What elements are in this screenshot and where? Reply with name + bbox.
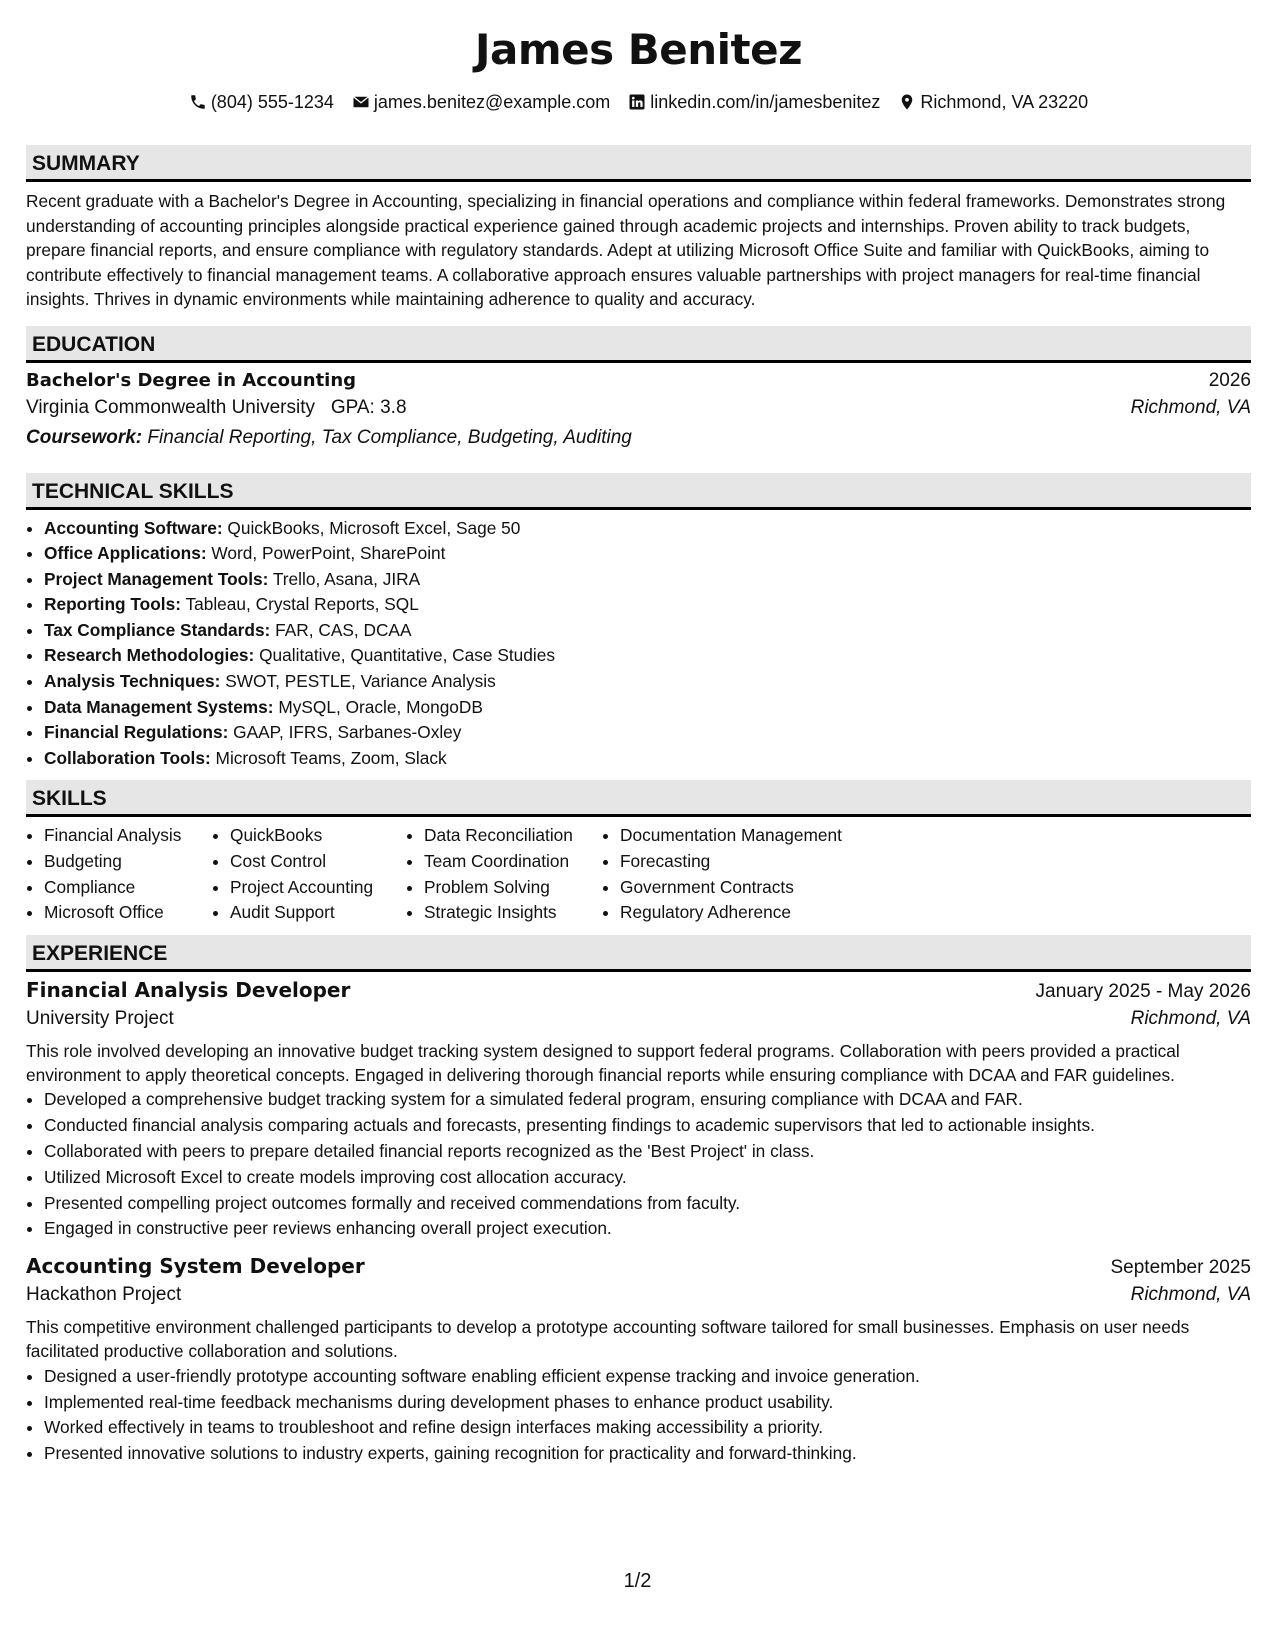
summary-text: Recent graduate with a Bachelor's Degree in Accounting, specializing in financial operations and compliance within federal frameworks. Demonstrates strong understanding of accounting principles alongside practical experience gained through academic projects and internships. Proven ability to track budgets, prepare financial reports, and ensure compliance with regulatory standards. Adept at utilizing Microsoft Office Suite and familiar with QuickBooks, aiming to contribute effectively to financial management teams. A collaborative approach ensures valuable partnerships with project managers for real-time financial insights. Thrives in dynamic environments while maintaining adherence to quality and accuracy. xyxy=(26,191,1226,309)
skill-item: • Regulatory Adherence xyxy=(620,900,902,926)
job-bullets xyxy=(26,1087,1251,1242)
degree-title: Bachelor's Degree in Accounting xyxy=(26,369,357,391)
skill-item: • Team Coordination xyxy=(424,849,602,875)
technical-skill-label: Collaboration Tools: xyxy=(44,747,211,768)
skill-item: • Project Accounting xyxy=(230,875,406,901)
coursework-list: Financial Reporting, Tax Compliance, Budgeting, Auditing xyxy=(147,426,632,448)
skill-item: • Compliance xyxy=(44,875,212,901)
gpa: GPA: 3.8 xyxy=(330,396,407,418)
job-bullet: • Designed a user-friendly prototype accounting software enabling efficient expense tracking and invoice generation. xyxy=(44,1364,1251,1390)
technical-skills-list xyxy=(26,516,1251,772)
skills-column xyxy=(212,823,406,925)
technical-skill-label: Accounting Software: xyxy=(44,517,223,538)
skill-item: • Microsoft Office xyxy=(44,900,212,926)
section-heading-technical-skills: TECHNICAL SKILLS xyxy=(26,473,1251,510)
skill-item: • Data Reconciliation xyxy=(424,823,602,849)
contact-line xyxy=(26,90,1251,114)
skills-column xyxy=(602,823,902,925)
job-bullet: • Utilized Microsoft Excel to create models improving cost allocation accuracy. xyxy=(44,1165,1251,1191)
page-number: 1/2 xyxy=(623,1570,652,1592)
skills-grid xyxy=(26,823,1251,925)
contact-linkedin[interactable] xyxy=(628,92,880,113)
technical-skill-item xyxy=(44,516,1251,542)
job-entry xyxy=(26,978,1251,1242)
job-entry xyxy=(26,1254,1251,1467)
section-heading-summary: SUMMARY xyxy=(26,145,1251,182)
job-organization: Hackathon Project xyxy=(26,1284,182,1306)
technical-skill-item xyxy=(44,720,1251,746)
job-bullet: • Presented innovative solutions to industry experts, gaining recognition for practicality and forward-thinking. xyxy=(44,1441,1251,1467)
technical-skill-value: Tableau, Crystal Reports, SQL xyxy=(185,594,419,615)
technical-skill-value: GAAP, IFRS, Sarbanes-Oxley xyxy=(233,722,462,743)
job-dates: September 2025 xyxy=(1110,1257,1251,1279)
contact-location xyxy=(898,92,1088,113)
coursework-line xyxy=(26,427,1251,457)
skill-item: • Forecasting xyxy=(620,849,902,875)
technical-skill-label: Data Management Systems: xyxy=(44,696,274,717)
contact-phone xyxy=(189,92,334,113)
technical-skill-item xyxy=(44,541,1251,567)
education-entry xyxy=(26,370,1251,457)
job-bullet: • Developed a comprehensive budget tracking system for a simulated federal program, ensuring compliance with DCAA and FAR. xyxy=(44,1087,1251,1113)
job-bullet: • Implemented real-time feedback mechanisms during development phases to enhance product usability. xyxy=(44,1390,1251,1416)
map-pin-icon xyxy=(898,93,916,111)
skill-item: • Problem Solving xyxy=(424,875,602,901)
envelope-icon xyxy=(352,93,370,111)
technical-skill-label: Office Applications: xyxy=(44,543,207,564)
job-description: This competitive environment challenged participants to develop a prototype accounting software tailored for small businesses. Emphasis on user needs facilitated productive collaboration and solutions. xyxy=(26,1317,1190,1361)
coursework-label: Coursework: xyxy=(26,426,143,448)
skill-item: • QuickBooks xyxy=(230,823,406,849)
technical-skill-item xyxy=(44,669,1251,695)
technical-skill-item xyxy=(44,695,1251,721)
technical-skill-label: Research Methodologies: xyxy=(44,645,255,666)
contact-email[interactable] xyxy=(352,92,610,113)
technical-skill-label: Analysis Techniques: xyxy=(44,671,221,692)
technical-skill-label: Reporting Tools: xyxy=(44,594,181,615)
job-bullet: • Conducted financial analysis comparing actuals and forecasts, presenting findings to academic supervisors that led to actionable insights. xyxy=(44,1113,1251,1139)
section-heading-education: EDUCATION xyxy=(26,326,1251,363)
technical-skill-item xyxy=(44,618,1251,644)
technical-skill-value: Trello, Asana, JIRA xyxy=(272,568,421,589)
section-heading-skills: SKILLS xyxy=(26,780,1251,817)
technical-skill-value: FAR, CAS, DCAA xyxy=(275,619,412,640)
linkedin-text[interactable]: linkedin.com/in/jamesbenitez xyxy=(650,91,881,112)
job-location: Richmond, VA xyxy=(1130,1007,1251,1029)
technical-skill-item xyxy=(44,643,1251,669)
job-organization: University Project xyxy=(26,1007,174,1029)
technical-skill-item xyxy=(44,746,1251,772)
skill-item: • Audit Support xyxy=(230,900,406,926)
skill-item: • Financial Analysis xyxy=(44,823,212,849)
technical-skill-value: QuickBooks, Microsoft Excel, Sage 50 xyxy=(227,517,521,538)
technical-skill-label: Tax Compliance Standards: xyxy=(44,619,271,640)
location-text: Richmond, VA 23220 xyxy=(920,91,1089,112)
job-bullet: • Presented compelling project outcomes formally and received commendations from faculty. xyxy=(44,1191,1251,1217)
technical-skill-value: MySQL, Oracle, MongoDB xyxy=(278,696,483,717)
skill-item: • Strategic Insights xyxy=(424,900,602,926)
job-title: Accounting System Developer xyxy=(26,1254,365,1279)
job-title: Financial Analysis Developer xyxy=(26,977,351,1002)
job-bullet: • Worked effectively in teams to troubleshoot and refine design interfaces making accessibility a priority. xyxy=(44,1415,1251,1441)
phone-icon xyxy=(189,93,207,111)
technical-skill-label: Project Management Tools: xyxy=(44,568,269,589)
skill-item: • Budgeting xyxy=(44,849,212,875)
school-name: Virginia Commonwealth University xyxy=(26,396,315,418)
job-location: Richmond, VA xyxy=(1130,1284,1251,1306)
technical-skill-value: Qualitative, Quantitative, Case Studies xyxy=(259,645,555,666)
technical-skill-label: Financial Regulations: xyxy=(44,722,229,743)
skills-column xyxy=(26,823,212,925)
technical-skill-item xyxy=(44,592,1251,618)
technical-skill-item xyxy=(44,567,1251,593)
skill-item: • Cost Control xyxy=(230,849,406,875)
section-heading-experience: EXPERIENCE xyxy=(26,935,1251,972)
linkedin-icon xyxy=(628,93,646,111)
school-line xyxy=(26,397,407,419)
job-description: This role involved developing an innovative budget tracking system designed to support federal programs. Collaboration with peers provided a practical environment to apply theoretical concepts. Engaged in delivering thorough financial reports while ensuring compliance with DCAA and FAR guidelines. xyxy=(26,1040,1180,1085)
skills-column xyxy=(406,823,602,925)
candidate-name: James Benitez xyxy=(474,25,803,74)
phone-text: (804) 555-1234 xyxy=(210,91,334,112)
skill-item: • Government Contracts xyxy=(620,875,902,901)
graduation-year: 2026 xyxy=(1208,369,1251,391)
technical-skill-value: Word, PowerPoint, SharePoint xyxy=(211,543,446,564)
job-bullet: • Collaborated with peers to prepare detailed financial reports recognized as the 'Best Project' in class. xyxy=(44,1139,1251,1165)
school-location: Richmond, VA xyxy=(1130,396,1251,418)
technical-skill-value: Microsoft Teams, Zoom, Slack xyxy=(215,747,447,768)
experience-list xyxy=(26,978,1251,1467)
job-bullets xyxy=(26,1364,1251,1467)
job-bullet: • Engaged in constructive peer reviews enhancing overall project execution. xyxy=(44,1216,1251,1242)
job-dates: January 2025 - May 2026 xyxy=(1035,980,1251,1002)
skill-item: • Documentation Management xyxy=(620,823,902,849)
technical-skill-value: SWOT, PESTLE, Variance Analysis xyxy=(225,671,496,692)
resume-page xyxy=(26,0,1251,1467)
email-text[interactable]: james.benitez@example.com xyxy=(373,91,611,112)
